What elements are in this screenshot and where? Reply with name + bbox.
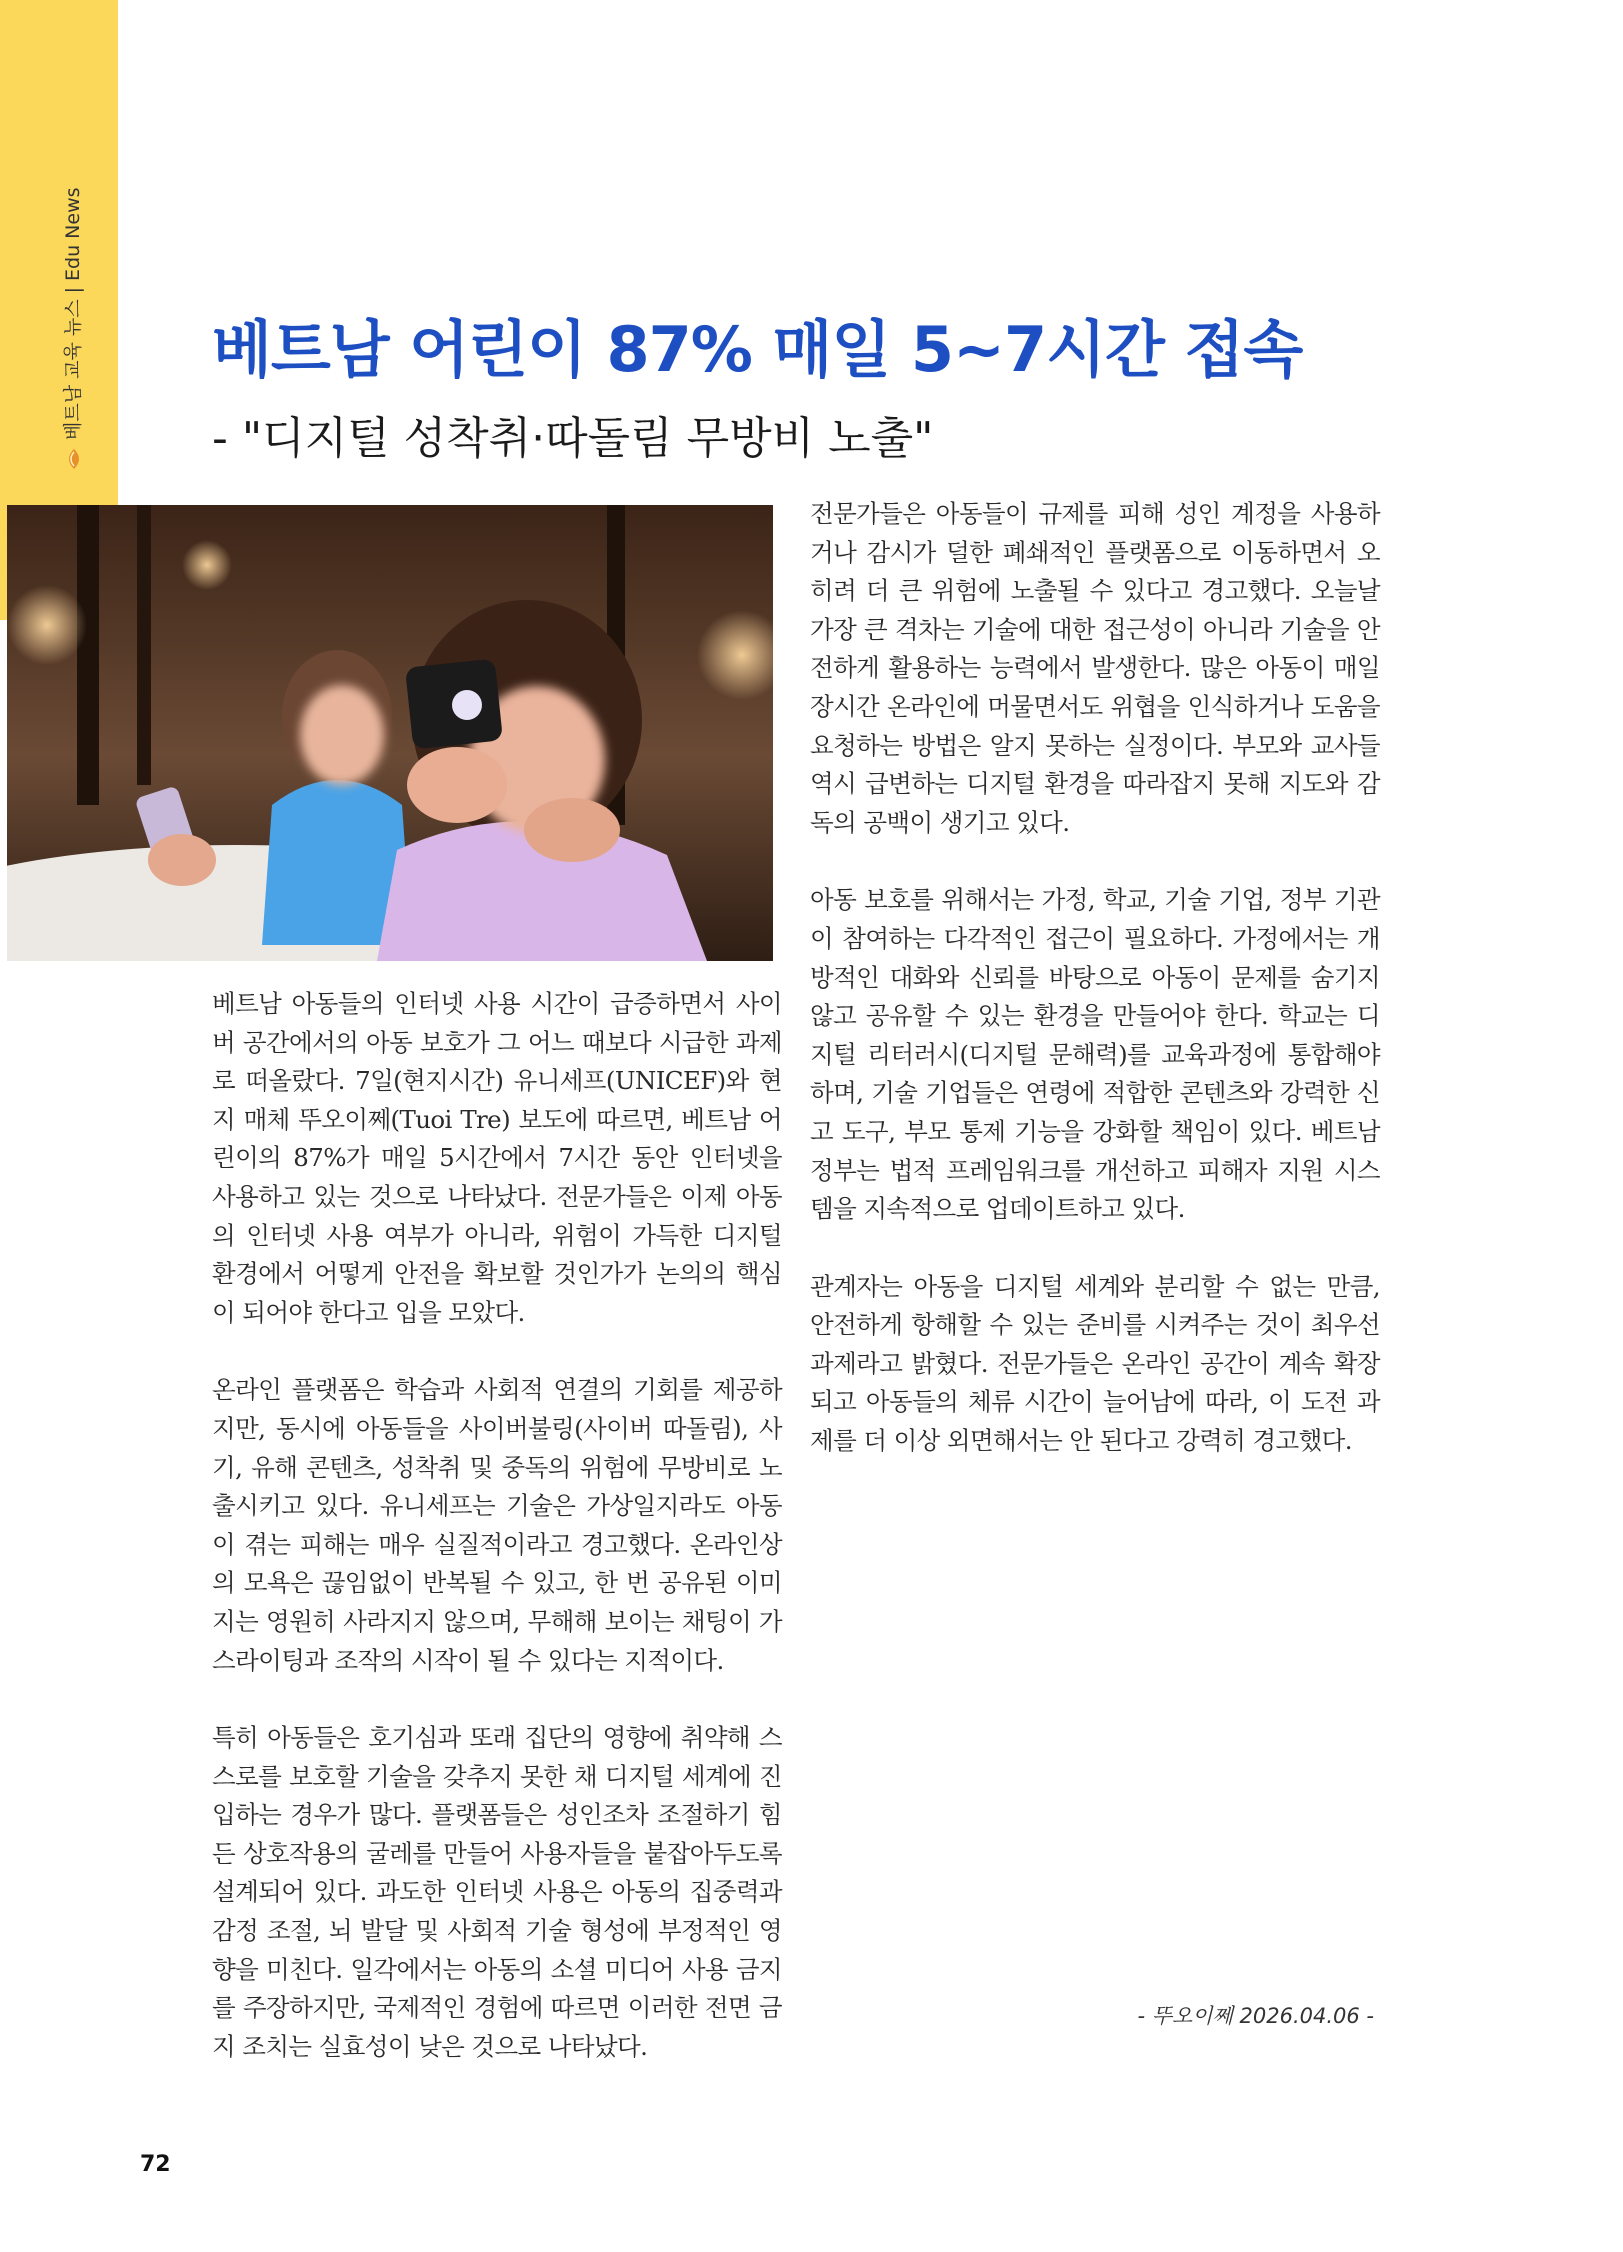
article-photo: [7, 505, 773, 961]
article-subtitle: - "디지털 성착취·따돌림 무방비 노출": [212, 413, 934, 464]
article-source: - 뚜오이쩨 2026.04.06 -: [1137, 2004, 1374, 2028]
leaf-logo-icon: [62, 448, 82, 470]
article-paragraph: 특히 아동들은 호기심과 또래 집단의 영향에 취약해 스스로를 보호할 기술을 갖추지 못한 채 디지털 세계에 진입하는 경우가 많다. 플랫폼들은 성인조차 조절하기 힘든 상호작용의 굴레를 만들어 사용자들을 붙잡아두도록 설계되어 있다. 과도한 인터넷 사용은 아동의 집중력과 감정 조절, 뇌 발달 및 사회적 기술 형성에 부정적인 영향을 미친다. 일각에서는 아동의 소셜 미디어 사용 금지를 주장하지만, 국제적인 경험에 따르면 이러한 전면 금지 조치는 실효성이 낮은 것으로 나타났다.: [212, 1723, 782, 2061]
section-label-text: 베트남 교육 뉴스 | Edu News: [62, 187, 84, 440]
page-number: 72: [140, 2152, 171, 2177]
article-paragraph: 관계자는 아동을 디지털 세계와 분리할 수 없는 만큼, 안전하게 항해할 수 있는 준비를 시켜주는 것이 최우선 과제라고 밝혔다. 전문가들은 온라인 공간이 계속 확장되고 아동들의 체류 시간이 늘어남에 따라, 이 도전 과제를 더 이상 외면해서는 안 된다고 강력히 경고했다.: [810, 1271, 1380, 1456]
article-title: 베트남 어린이 87% 매일 5~7시간 접속: [212, 313, 1303, 386]
article-column-left: [212, 985, 782, 2066]
section-label: [58, 187, 85, 470]
article-paragraph: 온라인 플랫폼은 학습과 사회적 연결의 기회를 제공하지만, 동시에 아동들을 사이버불링(사이버 따돌림), 사기, 유해 콘텐츠, 성착취 및 중독의 위험에 무방비로 노출시키고 있다. 유니세프는 기술은 가상일지라도 아동이 겪는 피해는 매우 실질적이라고 경고했다. 온라인상의 모욕은 끊임없이 반복될 수 있고, 한 번 공유된 이미지는 영원히 사라지지 않으며, 무해해 보이는 채팅이 가스라이팅과 조작의 시작이 될 수 있다는 지적이다.: [212, 1375, 782, 1675]
article-paragraph: 아동 보호를 위해서는 가정, 학교, 기술 기업, 정부 기관이 참여하는 다각적인 접근이 필요하다. 가정에서는 개방적인 대화와 신뢰를 바탕으로 아동이 문제를 숨기지 않고 공유할 수 있는 환경을 만들어야 한다. 학교는 디지털 리터러시(디지털 문해력)를 교육과정에 통합해야 하며, 기술 기업들은 연령에 적합한 콘텐츠와 강력한 신고 도구, 부모 통제 기능을 강화할 책임이 있다. 베트남 정부는 법적 프레임워크를 개선하고 피해자 지원 시스템을 지속적으로 업데이트하고 있다.: [810, 885, 1380, 1224]
article-paragraph: 전문가들은 아동들이 규제를 피해 성인 계정을 사용하거나 감시가 덜한 폐쇄적인 플랫폼으로 이동하면서 오히려 더 큰 위험에 노출될 수 있다고 경고했다. 오늘날 가장 큰 격차는 기술에 대한 접근성이 아니라 기술을 안전하게 활용하는 능력에서 발생한다. 많은 아동이 매일 장시간 온라인에 머물면서도 위협을 인식하거나 도움을 요청하는 방법은 알지 못하는 실정이다. 부모와 교사들 역시 급변하는 디지털 환경을 따라잡지 못해 지도와 감독의 공백이 생기고 있다.: [810, 499, 1380, 837]
article-column-right: [810, 495, 1380, 1461]
article-paragraph: 베트남 아동들의 인터넷 사용 시간이 급증하면서 사이버 공간에서의 아동 보호가 그 어느 때보다 시급한 과제로 떠올랐다. 7일(현지시간) 유니세프(UNICEF)와 현지 매체 뚜오이쩨(Tuoi Tre) 보도에 따르면, 베트남 어린이의 87%가 매일 5시간에서 7시간 동안 인터넷을 사용하고 있는 것으로 나타났다. 전문가들은 이제 아동의 인터넷 사용 여부가 아니라, 위험이 가득한 디지털 환경에서 어떻게 안전을 확보할 것인가가 논의의 핵심이 되어야 한다고 입을 모았다.: [212, 989, 782, 1327]
